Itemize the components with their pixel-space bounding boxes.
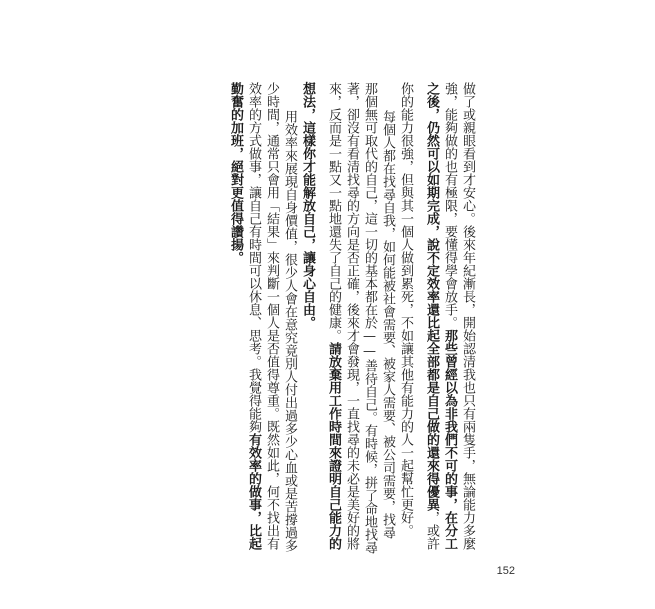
text-segment: 效率的方式做事，讓自己有時間可以休息、思考。我覺得能夠 (246, 82, 261, 433)
text-segment: 你的能力很強，但與其一個人做到累死，不如讓其他有能力的人一起幫忙更好。 (398, 82, 413, 537)
bold-text-segment: 請放棄用工作時間來證明自己能力的 (326, 342, 341, 550)
text-column (325, 82, 341, 550)
text-column (245, 82, 261, 550)
text-column (263, 82, 279, 550)
text-column (227, 82, 243, 522)
text-segment: 那個無可取代的自己，這一切的基本都在於——善待自己。有時候，拼了命地找尋 (362, 82, 377, 554)
text-column (343, 82, 359, 550)
bold-text-segment: 之後，仍然可以如期完成，說不定效率還比起全部都是自己做的還來得優異 (424, 82, 439, 511)
bold-text-segment: 那些曾經以為非我們不可的事，在分工 (442, 329, 457, 550)
bold-text-segment: 勤奮的加班，絕對更值得讚揚。 (228, 82, 243, 264)
text-column (441, 82, 457, 550)
text-segment: ，或許 (424, 511, 439, 550)
text-segment: 來，反而是一點又一點地還失了自己的健康。 (326, 82, 341, 342)
vertical-text-block (195, 82, 475, 554)
text-column (397, 82, 413, 537)
text-column (423, 82, 439, 550)
text-segment: 用效率來展現自身價值，很少人會在意究竟別人付出過多少心血或是苦撐過多 (282, 110, 297, 552)
text-segment: 少時間，通常只會用「結果」來判斷一個人是否值得尊重。既然如此，何不找出有 (264, 82, 279, 550)
text-segment: 每個人都在找尋自我，如何能被社會需要、被家人需要、被公司需要，找尋 (380, 110, 395, 539)
text-column (361, 82, 377, 554)
text-segment: 強，能夠做的也有極限，要懂得學會放手。 (442, 82, 457, 329)
text-column (379, 82, 395, 539)
text-column (281, 82, 297, 552)
text-column (299, 82, 315, 522)
text-column (459, 82, 475, 550)
text-segment: 做了或親眼看到才安心。後來年紀漸長，開始認清我也只有兩隻手，無論能力多麼 (460, 82, 475, 550)
page-number: 152 (496, 565, 515, 577)
text-segment: 著，卻沒有看清找尋的方向是否正確，後來才會發現，一直找尋的未必是美好的將 (344, 82, 359, 550)
bold-text-segment: 想法，這樣你才能解放自己，讓身心自由。 (300, 82, 315, 329)
bold-text-segment: 有效率的做事，比起 (246, 433, 261, 550)
